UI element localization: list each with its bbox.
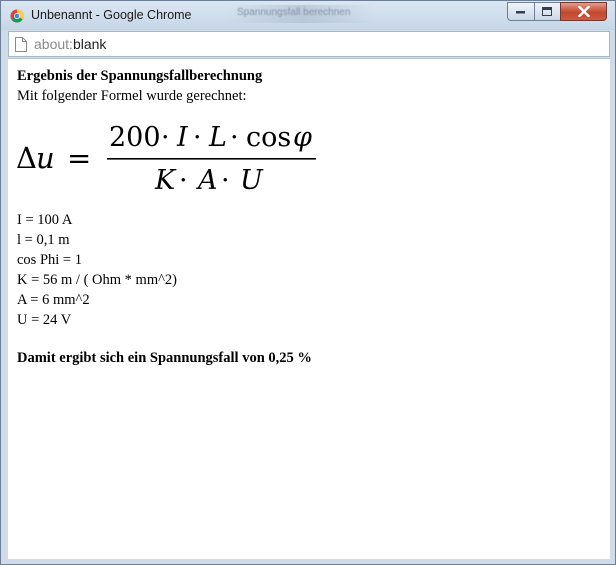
result-text: Damit ergibt sich ein Spannungsfall von 0,25 % [17, 350, 312, 366]
formula-fraction-bar [107, 158, 316, 160]
parameter-list [17, 210, 177, 330]
param-cross-section: A = 6 mm^2 [17, 292, 90, 308]
title-bar[interactable] [1, 1, 615, 30]
close-button[interactable] [560, 2, 607, 21]
formula-num-I: I [177, 122, 188, 153]
blurred-tab-text: Spannungsfall berechnen [237, 7, 351, 18]
formula-equals: = [67, 141, 92, 175]
formula-num-dot1: · [161, 122, 170, 153]
formula-den-A: A [198, 165, 218, 196]
formula-num-phi: φ [293, 122, 312, 153]
param-cos-phi: cos Phi = 1 [17, 252, 82, 268]
formula-den-K: K [155, 165, 176, 196]
address-bar[interactable] [8, 31, 610, 57]
maximize-button[interactable] [534, 2, 560, 21]
blurred-background-tab [227, 5, 377, 23]
param-current: I = 100 A [17, 212, 73, 228]
window-controls [507, 2, 607, 21]
intro-text: Mit folgender Formel wurde gerechnet: [17, 88, 247, 104]
formula-delta: Δ [16, 141, 37, 175]
minimize-icon [516, 10, 526, 14]
formula-num-cos: cos [246, 122, 292, 153]
maximize-icon [542, 7, 553, 17]
formula-den-U: U [240, 165, 263, 196]
url-page: blank [72, 36, 107, 52]
page-content [8, 58, 610, 559]
url-text[interactable] [34, 36, 106, 52]
result-heading: Ergebnis der Spannungsfallberechnung [17, 68, 263, 84]
window-title: Unbenannt - Google Chrome [31, 8, 192, 22]
param-conductivity: K = 56 m / ( Ohm * mm^2) [17, 272, 177, 288]
param-voltage: U = 24 V [17, 312, 72, 328]
formula-den-dot2: · [221, 165, 230, 196]
close-icon [578, 6, 590, 17]
formula-u: u [36, 141, 55, 175]
formula-num-dot3: · [230, 122, 239, 153]
param-length: l = 0,1 m [17, 232, 70, 248]
chrome-logo-icon [10, 9, 24, 23]
formula-num-L: L [209, 122, 227, 153]
voltage-drop-formula [16, 122, 316, 196]
formula-den-dot1: · [179, 165, 188, 196]
formula-num-dot2: · [193, 122, 202, 153]
page-icon [15, 37, 27, 52]
minimize-button[interactable] [507, 2, 534, 21]
url-scheme: about: [34, 36, 73, 52]
formula-num-200: 200 [109, 122, 161, 153]
